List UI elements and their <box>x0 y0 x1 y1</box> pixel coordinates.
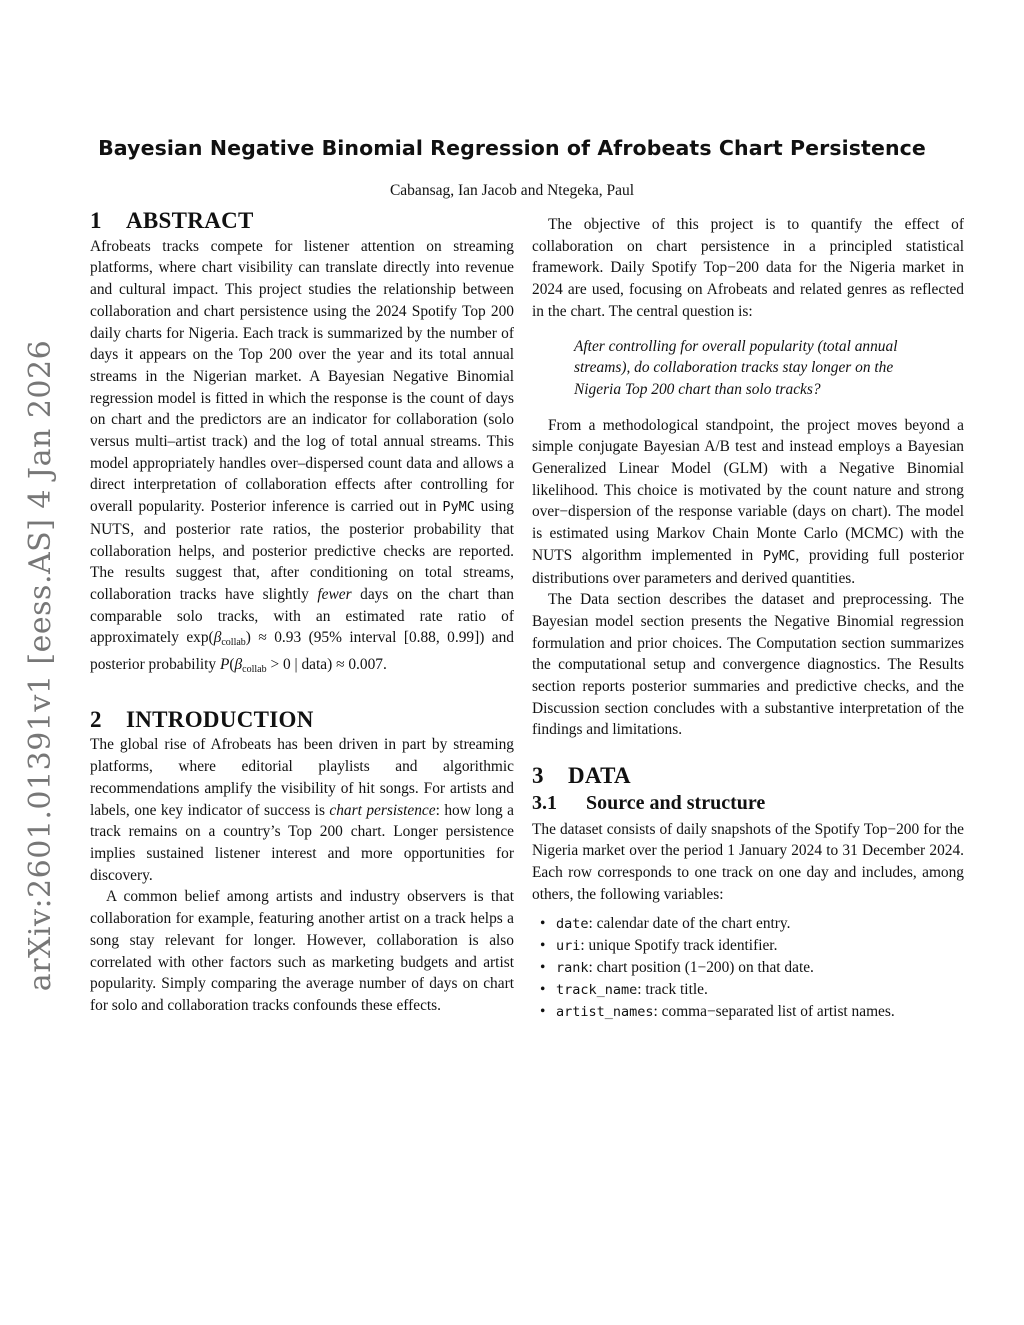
beta-symbol: β <box>234 656 243 674</box>
arxiv-identifier: arXiv:2601.01391v1 [eess.AS] 4 Jan 2026 <box>23 339 59 991</box>
emphasis-chart-persistence: chart persistence <box>329 801 436 819</box>
intro-paragraph-4 <box>532 415 964 590</box>
code-pymc: PyMC <box>442 499 475 516</box>
left-column <box>90 210 514 1017</box>
section-number: 3 <box>532 763 544 789</box>
variable-list <box>532 913 964 1023</box>
variable-name: track_name <box>556 982 638 999</box>
abstract-text: ) ≈ 0.93 (95% interval [0.88, 0.99]) and posterior probability <box>90 629 514 674</box>
section-number: 2 <box>90 706 102 732</box>
variable-description: : chart position (1−200) on that date. <box>588 959 814 977</box>
list-item <box>556 957 964 979</box>
list-item <box>556 913 964 935</box>
variable-description: : comma−separated list of artist names. <box>653 1003 895 1021</box>
variable-description: : track title. <box>637 981 708 999</box>
data-paragraph: The dataset consists of daily snapshots of the Spotify Top−200 for the Nigeria market over the period 1 January 2024 to 31 December 2024. Each row corresponds to one track on one day and includes, among others, the following variables: <box>532 820 964 903</box>
intro-text: The global rise of Afrobeats has been driven in part by streaming platforms, where editorial playlists and algorithmic recommendations amplify the visibility of hit songs. For artists and labels, one key indicator of success is <box>90 736 514 819</box>
section-title: INTRODUCTION <box>126 706 314 732</box>
list-item <box>556 979 964 1001</box>
variable-description: : calendar date of the chart entry. <box>588 915 791 933</box>
subsection-number: 3.1 <box>532 791 557 814</box>
right-column <box>532 210 964 1023</box>
intro-text: : how long a track remains on a country’s Top 200 chart. Longer persistence implies sustained listener interest and more opportunities for discovery. <box>90 801 514 884</box>
abstract-text: using NUTS, and posterior rate ratios, the posterior probability that collaboration helps, and posterior predictive checks are reported. The results suggest that, after conditioning on total streams, collaboration tracks have slightly <box>90 498 514 603</box>
paper-title: Bayesian Negative Binomial Regression of Afrobeats Chart Persistence <box>98 136 926 160</box>
central-question-quote: After controlling for overall popularity (total annual streams), do collaboration tracks stay longer on the Nigeria Top 200 chart than solo tracks? <box>574 337 898 398</box>
intro-paragraph-5: The Data section describes the dataset and preprocessing. The Bayesian model section presents the Negative Binomial regression formulation and prior choices. The Computation section summarizes the computational setup and convergence diagnostics. The Results section reports posterior summaries and predictive checks, and the Discussion section concludes with a substantive interpretation of the findings and limitations. <box>532 591 964 739</box>
data-heading <box>532 765 964 787</box>
introduction-heading <box>90 706 514 732</box>
variable-description: : unique Spotify track identifier. <box>580 937 778 955</box>
intro-paragraph-3: The objective of this project is to quantify the effect of collaboration on chart persistence in a principled statistical framework. Daily Spotify Top−200 data for the Nigeria market in 2024 are used, focusing on Afrobeats and related genres as reflected in the chart. The central question is: <box>532 216 964 320</box>
code-pymc: PyMC <box>762 547 796 564</box>
beta-symbol: β <box>213 629 222 647</box>
subsection-title: Source and structure <box>586 791 766 814</box>
section-number: 1 <box>90 208 102 233</box>
abstract-text: > 0 | data) ≈ 0.007. <box>266 656 387 674</box>
list-item <box>556 935 964 957</box>
source-structure-heading <box>532 793 964 815</box>
abstract-paragraph <box>90 236 514 681</box>
emphasis-fewer: fewer <box>317 585 352 603</box>
variable-name: rank <box>556 960 589 977</box>
abstract-text: days on the chart than comparable solo tracks, with an estimated rate ratio of approximately exp( <box>90 585 514 647</box>
intro-text: , providing full posterior distributions over parameters and derived quantities. <box>532 546 964 587</box>
list-item <box>556 1001 964 1023</box>
variable-name: uri <box>556 938 581 955</box>
probability-symbol: P <box>219 656 230 674</box>
section-title: ABSTRACT <box>126 208 254 233</box>
abstract-text: Afrobeats tracks compete for listener attention on streaming platforms, where chart visibility can translate directly into revenue and cultural impact. This project studies the relationship between collaboration and chart persistence using the 2024 Spotify Top 200 daily charts for Nigeria. Each track is summarized by the number of days it appears on the Top 200 over the year and its total annual streams in the Nigerian market. A Bayesian Negative Binomial regression model is fitted in which the response is the count of days on chart and the predictors are an indicator for collaboration (solo versus multi–artist track) and the log of total annual streams. This model appropriately handles over–dispersed count data and allows a direct interpretation of collaboration effects after controlling for overall popularity. Posterior inference is carried out in <box>90 237 514 516</box>
subscript-collab: collab <box>221 637 246 649</box>
intro-paragraph-1 <box>90 734 514 886</box>
subscript-collab: collab <box>242 664 267 676</box>
variable-name: date <box>556 916 589 933</box>
intro-paragraph-2: A common belief among artists and industry observers is that collaboration for example, featuring another artist on a track helps a song stay relevant for longer. However, collaboration is also correlated with other factors such as marketing budgets and artist popularity. Simply comparing the average number of days on chart for solo and collaboration tracks confounds these effects. <box>90 888 514 1014</box>
section-title: DATA <box>568 763 631 789</box>
variable-name: artist_names <box>556 1004 654 1021</box>
abstract-heading <box>90 210 514 232</box>
open-paren: ( <box>229 656 235 674</box>
intro-text: From a methodological standpoint, the project moves beyond a simple conjugate Bayesian A/B test and instead employs a Bayesian Generalized Linear Model (GLM) with a Negative Binomial likelihood. This choice is motivated by the count nature and strong over−dispersion of the response variable (days on chart). The model is estimated using Markov Chain Monte Carlo (MCMC) with the NUTS algorithm implemented in <box>532 416 964 564</box>
paper-authors: Cabansag, Ian Jacob and Ntegeka, Paul <box>389 182 635 199</box>
arxiv-sidebar-stamp <box>6 339 76 991</box>
